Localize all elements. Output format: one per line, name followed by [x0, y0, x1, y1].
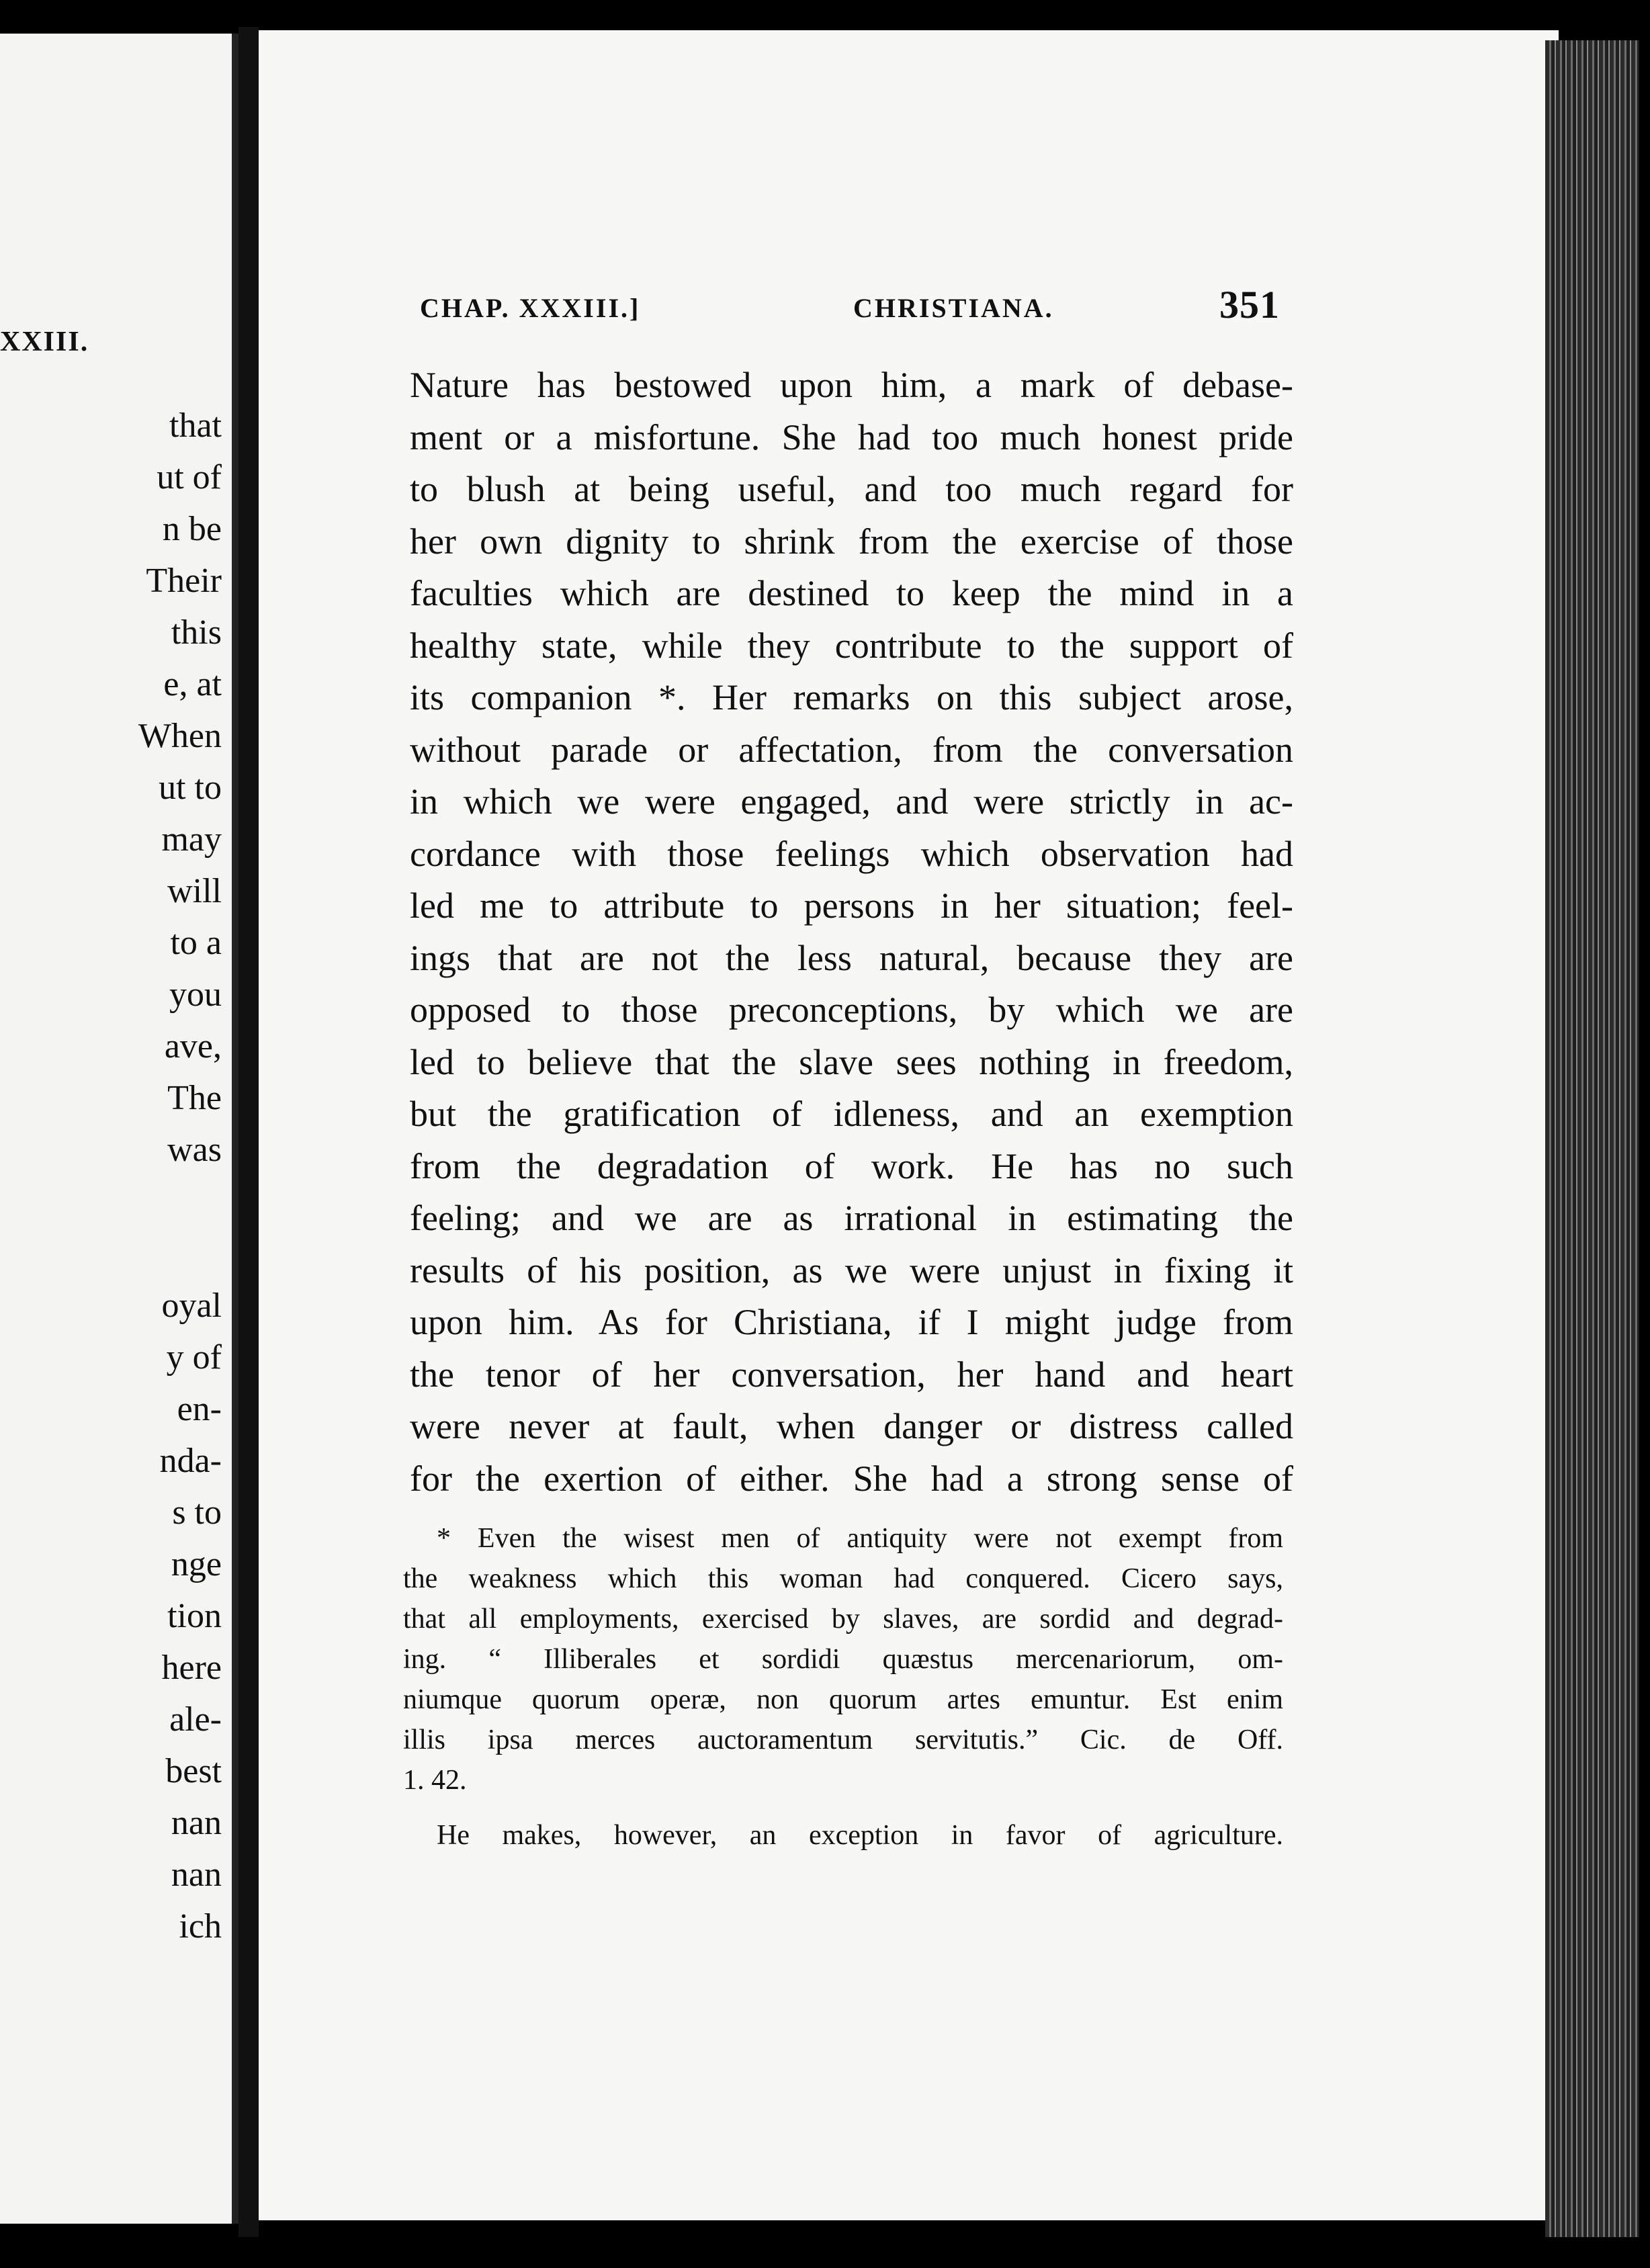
- body-line: results of his position, as we were unjust in fixing it: [410, 1250, 1293, 1291]
- body-line: for the exertion of either. She had a strong sense of: [410, 1458, 1293, 1499]
- body-line: in which we were engaged, and were strictly in ac-: [410, 781, 1293, 822]
- left-line-gap: [0, 1176, 222, 1280]
- body-line: upon him. As for Christiana, if I might judge from: [410, 1302, 1293, 1342]
- left-page-text: [0, 400, 222, 1952]
- body-line: to blush at being useful, and too much regard for: [410, 469, 1293, 509]
- left-line: ut of: [157, 458, 222, 496]
- left-line: may: [161, 820, 222, 859]
- footnote-line: niumque quorum operæ, non quorum artes emuntur. Est enim: [403, 1684, 1283, 1715]
- footnote-line: illis ipsa merces auctoramentum servitutis.” Cic. de Off.: [403, 1725, 1283, 1755]
- left-line: tion: [167, 1597, 222, 1635]
- left-line: nda-: [159, 1442, 222, 1480]
- left-line: nan: [171, 1804, 222, 1842]
- body-line: without parade or affectation, from the conversation: [410, 729, 1293, 770]
- left-line: Their: [146, 562, 222, 600]
- body-line: opposed to those preconceptions, by which we are: [410, 990, 1293, 1030]
- left-line: oyal: [161, 1286, 222, 1325]
- body-line: from the degradation of work. He has no such: [410, 1145, 1293, 1186]
- body-line: healthy state, while they contribute to the support of: [410, 625, 1293, 666]
- left-page: [0, 34, 238, 2224]
- running-head-title: CHRISTIANA.: [853, 293, 1054, 323]
- body-line: led me to attribute to persons in her situation; feel-: [410, 885, 1293, 926]
- body-line: feeling; and we are as irrational in estimating the: [410, 1198, 1293, 1238]
- left-line: y of: [166, 1338, 222, 1377]
- left-line: here: [161, 1649, 222, 1687]
- left-line: was: [167, 1131, 222, 1169]
- footnote-line: the weakness which this woman had conquered. Cicero says,: [403, 1563, 1283, 1594]
- left-running-head: XXIII.: [0, 326, 89, 357]
- gutter-shadow: [232, 34, 238, 2224]
- left-line: ut to: [159, 769, 222, 807]
- left-line: you: [169, 975, 222, 1014]
- left-line: en-: [177, 1390, 222, 1428]
- body-line: led to believe that the slave sees nothing in freedom,: [410, 1041, 1293, 1082]
- body-line: faculties which are destined to keep the mind in a: [410, 573, 1293, 613]
- cover-edge: [1639, 0, 1650, 2268]
- body-line: her own dignity to shrink from the exercise of those: [410, 521, 1293, 562]
- left-line: to a: [170, 924, 222, 962]
- left-line: ich: [179, 1907, 222, 1946]
- body-text: [410, 359, 1293, 1505]
- running-head-chapter: CHAP. XXXIII.]: [420, 293, 641, 323]
- body-line: the tenor of her conversation, her hand and heart: [410, 1354, 1293, 1395]
- body-line: Nature has bestowed upon him, a mark of debase-: [410, 365, 1293, 405]
- footnote-line: ing. “ Illiberales et sordidi quæstus mercenariorum, om-: [403, 1644, 1283, 1675]
- left-line: The: [167, 1079, 222, 1117]
- left-line: When: [138, 717, 222, 755]
- page-edges: [1545, 40, 1650, 2237]
- footnote-line: 1. 42.: [403, 1765, 467, 1796]
- left-line: e, at: [163, 665, 222, 703]
- left-line: will: [167, 872, 222, 910]
- book-spine: [238, 27, 259, 2237]
- left-line: ale-: [169, 1700, 222, 1739]
- footnote-line: * Even the wisest men of antiquity were not exempt from: [437, 1523, 1283, 1554]
- left-line: that: [169, 406, 222, 445]
- left-line: ave,: [164, 1027, 222, 1065]
- left-line: n be: [162, 510, 222, 548]
- footnote: [403, 1518, 1283, 1856]
- body-line: its companion *. Her remarks on this subject arose,: [410, 677, 1293, 717]
- body-line: were never at fault, when danger or distress called: [410, 1406, 1293, 1446]
- left-line: nge: [171, 1545, 222, 1583]
- left-line: this: [171, 613, 222, 652]
- page-number: 351: [1219, 283, 1280, 326]
- footnote-paragraph: He makes, however, an exception in favor of agriculture.: [437, 1820, 1283, 1851]
- body-line: cordance with those feelings which observation had: [410, 833, 1293, 874]
- body-line: but the gratification of idleness, and an exemption: [410, 1094, 1293, 1134]
- left-line: nan: [171, 1856, 222, 1894]
- body-line: ings that are not the less natural, because they are: [410, 937, 1293, 978]
- left-line: best: [165, 1752, 222, 1790]
- footnote-line: that all employments, exercised by slaves, are sordid and degrad-: [403, 1604, 1283, 1634]
- body-line: ment or a misfortune. She had too much honest pride: [410, 417, 1293, 457]
- left-line: s to: [172, 1493, 222, 1532]
